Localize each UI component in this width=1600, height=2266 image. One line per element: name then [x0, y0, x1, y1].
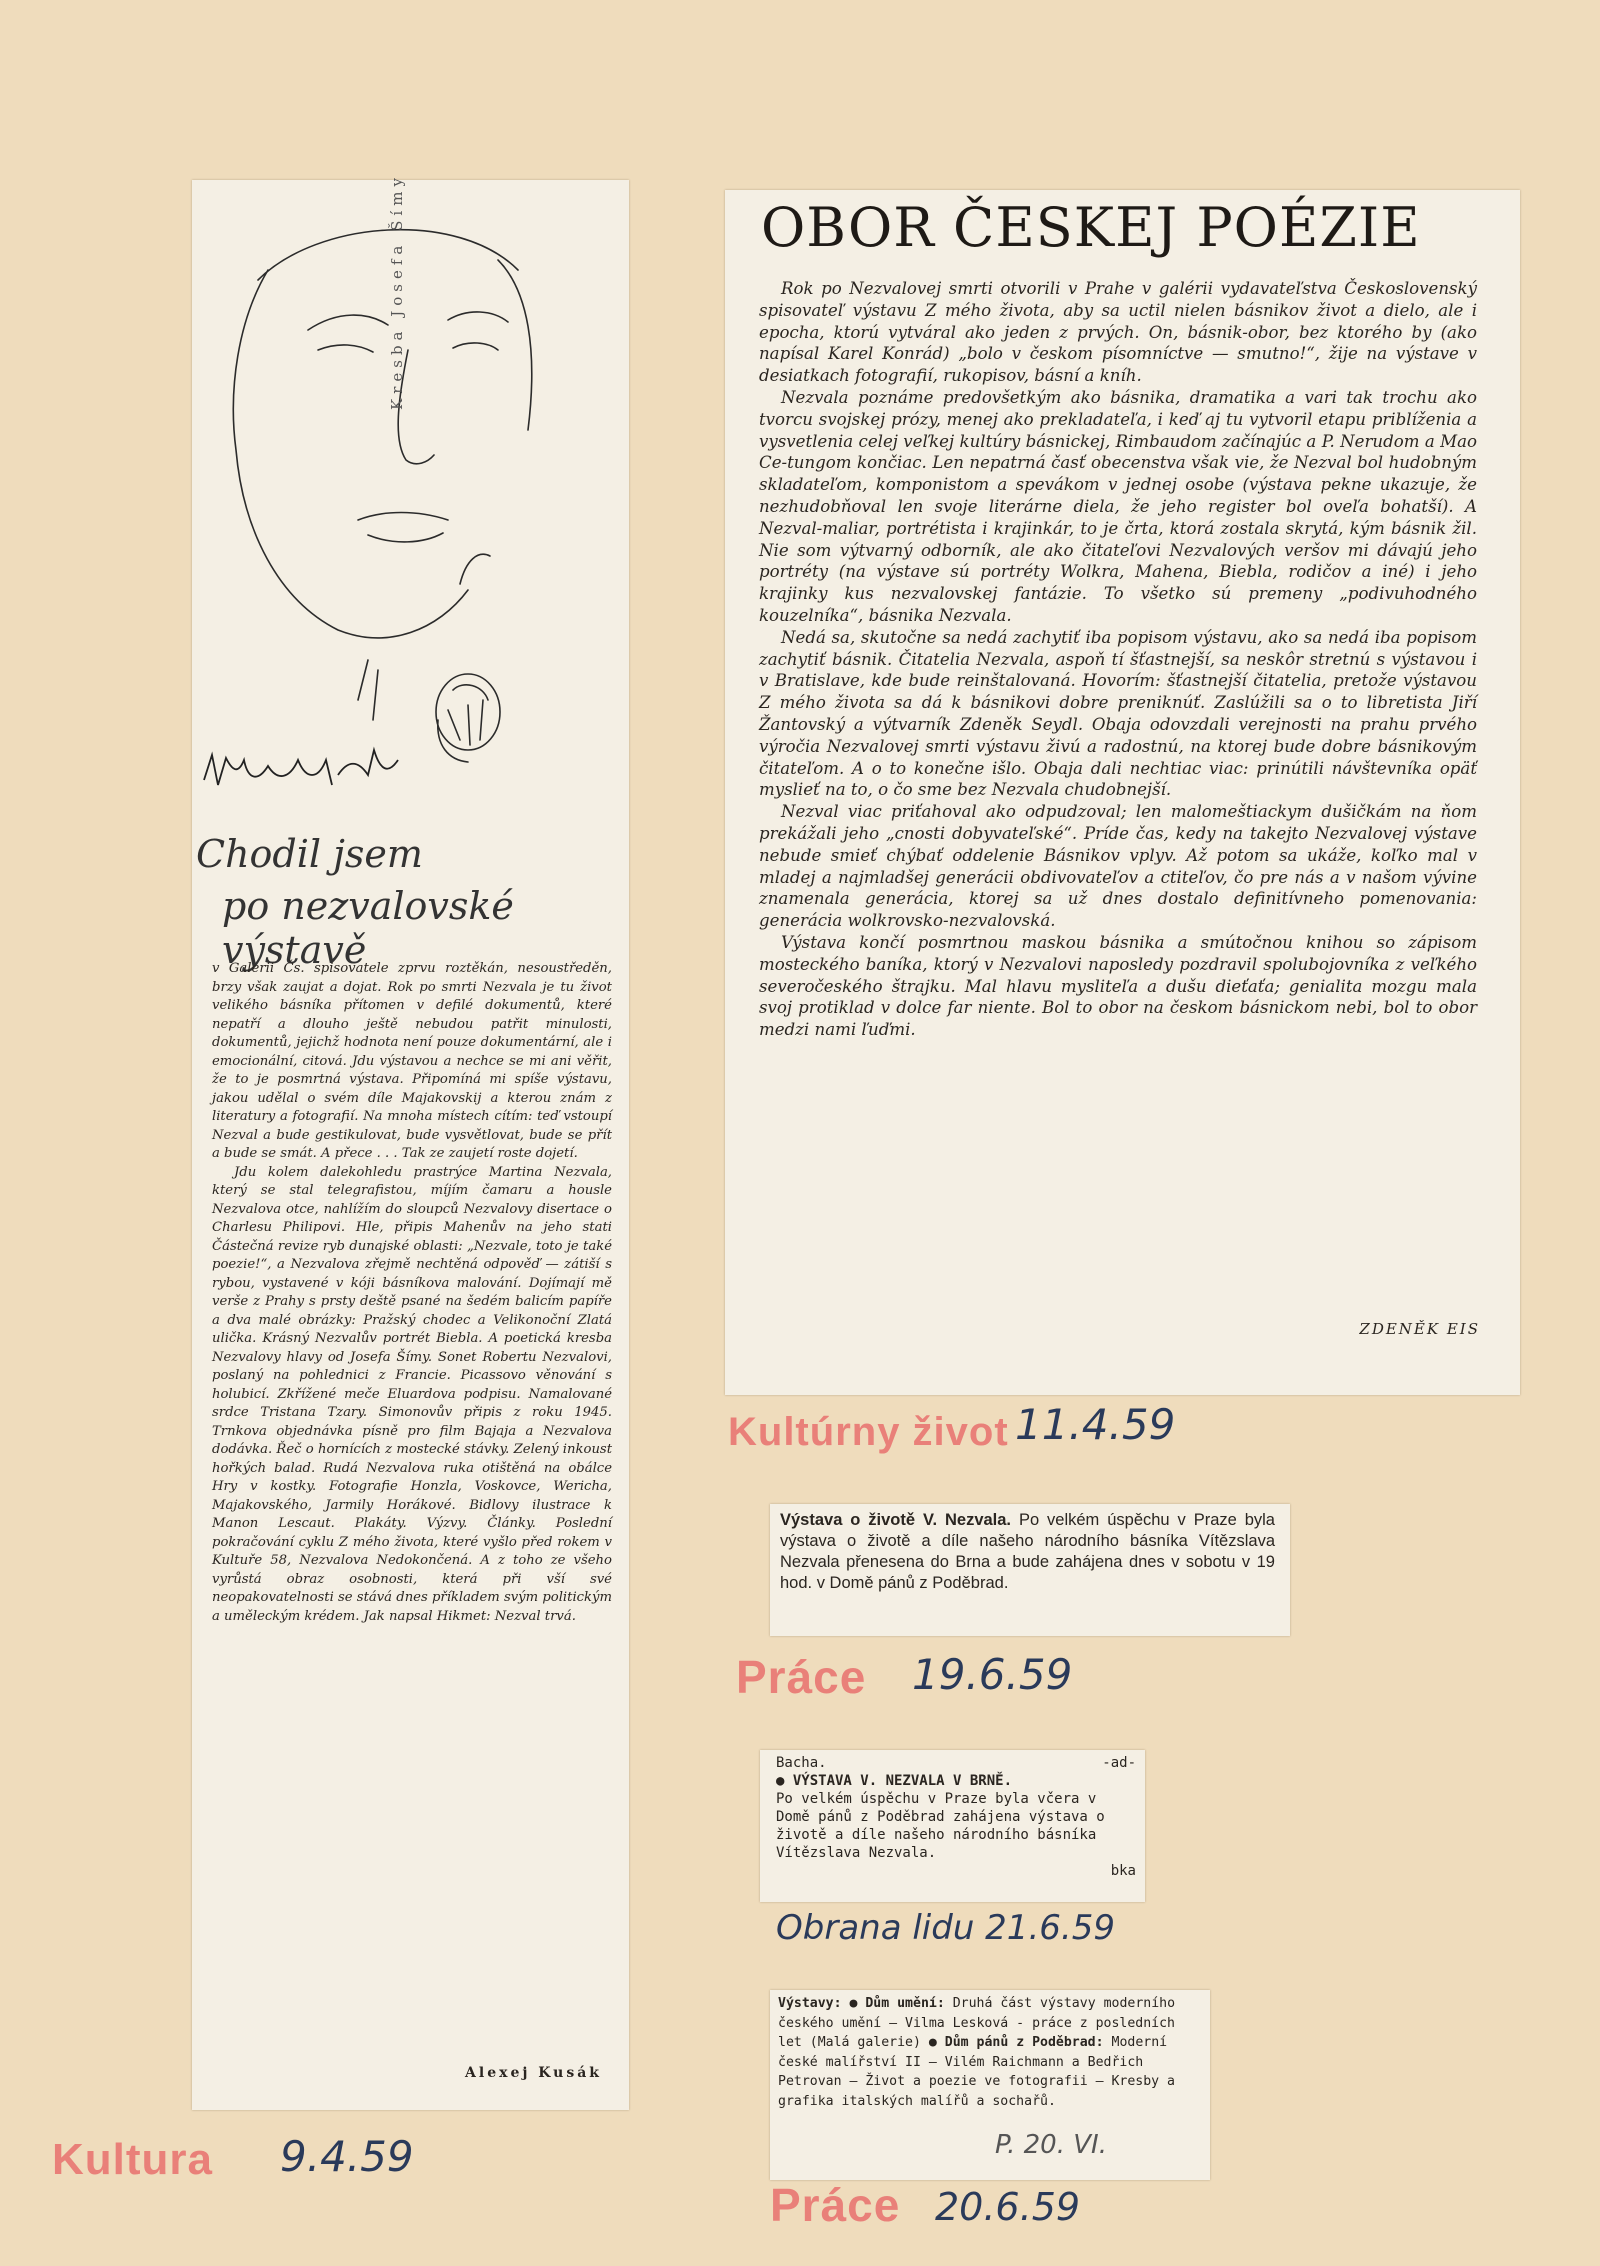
left-article-author: Alexej Kusák: [465, 2065, 602, 2081]
right-paragraph-1: Rok po Nezvalovej smrti otvorili v Prahe v galérii vydavateľstva Československý spisovateľ výstavu Z mého života, aby sa uctil nielen básnikov život a dielo, ale i epocha, ktorú vytváral ako jeden z prvých. On, básnik-obor, bez ktorého by (ako napísal Karel Konrád) „bolo v českom písomníctve — smutno!“, žije na výstave v desiatkach fotografií, rukopisov, básní a kníh.: [759, 279, 1477, 386]
notice-3-label: Výstavy:: [778, 1996, 842, 2011]
prace-date-2: 20.6.59: [935, 2185, 1081, 2229]
left-article-clipping: [192, 173, 629, 2110]
notice-2-text: Po velkém úspěchu v Praze byla včera v Domě pánů z Poděbrad zahájena výstava o životě a díle našeho národního básníka Vítězslava Nezvala.: [776, 1791, 1105, 1861]
right-paragraph-5: Výstava končí posmrtnou maskou básnika a smútočnou knihou so zápisom mosteckého baníka, ktorý v Nezvalovi naposledy pozdravil spolubojovníka z veľkého severočeského štrajku. Mal hlavu mysliteľa a dušu dieťaťa; genialita mozgu mala svoj protiklad v dolce far niente. Bol to obor na českom básnickom nebi, bol to obor medzi nami ľuďmi.: [759, 932, 1477, 1040]
left-article-title: [192, 832, 629, 972]
right-article-title: OBOR ČESKEJ POÉZIE: [761, 196, 1421, 259]
right-article-author: ZDENĚK EIS: [1359, 1320, 1480, 1338]
notice-2-lead: Bacha.: [776, 1755, 827, 1771]
kulturny-zivot-stamp: Kultúrny život: [728, 1410, 1009, 1454]
notice-3-handwritten-note: P. 20. VI.: [995, 2130, 1107, 2160]
right-article-body: [759, 278, 1477, 1041]
notice-brno-exhibition: [770, 1504, 1290, 1636]
notice-3-item-1-text: Druhá část výstavy moderního českého umění — Vilma Lesková - práce z posledních let (Malá galerie): [778, 1996, 1176, 2050]
notice-2-headline: ● VÝSTAVA V. NEZVALA V BRNĚ.: [776, 1773, 1013, 1789]
right-paragraph-3: Nedá sa, skutočne sa nedá zachytiť iba popisom výstavu, ako sa nedá iba popisom zachytiť básnik. Čitatelia Nezvala, aspoň tí šťastnejší, sa neskôr stretnú s výstavou i v Bratislave, kde bude reinštalovaná. Hovorím: šťastnejší čitatelia, pretože výstavou Z mého života sa dá k básnikovi dobre preniknúť. Zaslúžili sa o to libretista Jiří Žantovský a výtvarník Zdeněk Seydl. Obaja odovzdali verejnosti na prahu prvého výročia Nezvalovej smrti výstavu živú a radostnú, na ktorej bude dobre básnikovým čitateľom. A o to konečne išlo. Obaja dali nechtiac viac: prinútili návštevníka opäť myslieť na to, o čo sme bez Nezvala chudobnejší.: [759, 627, 1477, 800]
left-article-body: [212, 960, 612, 1626]
right-article-clipping: [725, 190, 1520, 1395]
notice-3-item-2-text: Moderní české malířství II — Vilém Raichmann a Bedřich Petrovan — Život a poezie ve fotografii — Kresby a grafika italských malířů a sochařů.: [778, 2035, 1175, 2109]
prace-stamp-1: Práce: [736, 1651, 867, 1703]
prace-stamp-2: Práce: [770, 2179, 901, 2231]
notice-2-tail: bka: [1110, 1863, 1136, 1879]
kulturny-zivot-date: 11.4.59: [1015, 1400, 1176, 1449]
notice-3-item-1-name: ● Dům umění:: [849, 1996, 945, 2011]
left-title-line-2: po nezvalovské výstavě: [222, 884, 514, 972]
notice-vystavy-listing: [770, 1990, 1210, 2180]
notice-1-headline: Výstava o životě V. Nezvala.: [780, 1511, 1012, 1529]
right-paragraph-2: Nezvala poznáme predovšetkým ako básnika, dramatika a vari tak trochu ako tvorcu svojskej prózy, menej ako prekladateľa, i keď aj tu vytvoril etapu priblíženia a vysvetlenia celej veľkej kultúry básnickej, Rimbaudom začínajúc a P. Nerudom a Mao Ce-tungom končiac. Len nepatrná časť obecenstva však vie, že Nezval bol hudobným skladateľom, komponistom a spevákom v jednej osobe (výstava pekne ukazuje, že nezhudobňoval len svoje literárne diela, že jeho register bol oveľa bohatší). A Nezval-maliar, portrétista i krajinkár, to je črta, ktorá zostala skrytá, kým básnik žil. Nie som výtvarný odborník, ale ako čitateľovi Nezvalových veršov mi dávajú jeho portréty (na výstave sú portréty Wolkra, Mahena, Biebla, rodičov a iné) i jeho krajinky kus nezvalovskej fantázie. To všetko sú premeny „podivuhodného kouzelníka“, básnika Nezvala.: [759, 387, 1477, 625]
obrana-lidu-handwritten: Obrana lidu 21.6.59: [776, 1908, 1115, 1948]
nezval-portrait-sketch: [198, 200, 618, 800]
kultura-date: 9.4.59: [280, 2132, 414, 2181]
left-paragraph-2: Jdu kolem dalekohledu prastrýce Martina Nezvala, který se stal telegrafistou, míjím čamaru a housle Nezvalova otce, nahlížím do sloupců Nezvalovy disertace o Charlesu Philipovi. Hle, připis Mahenův na jeho stati Částečná revize ryb dunajské oblasti: „Nezvale, toto je také poezie!“, a Nezvalova zřejmě nechtěná odpověď — zátiší s rybou, vystavené v kóji básníkova malování. Dojímají mě verše z Prahy s prsty deště psané na šedém balicím papíře a dva malé obrázky: Pražský chodec a Velikonoční Zlatá ulička. Krásný Nezvalův portrét Biebla. A poetická kresba Nezvalovy hlavy od Josefa Šímy. Sonet Robertu Nezvalovi, poslaný na pohlednici z Francie. Picassovo věnování s holubicí. Zkřížené meče Eluardova podpisu. Namalované srdce Tristana Tzary. Simonovův připis z roku 1945. Trnkova objednávka písně pro film Bajaja a Nezvalova dodávka. Řeč o hornících z mostecké stávky. Zelený inkoust hořkých balad. Rudá Nezvalova ruka otištěná na obálce Hry v kostky. Fotografie Honzla, Voskovce, Wericha, Majakovského, Jarmily Horákové. Bidlovy ilustrace k Manon Lescaut. Plakáty. Výzvy. Články. Poslední pokračování cyklu Z mého života, které vyšlo před rokem v Kultuře 58, Nezvalova Nedokončená. A z toho ze všeho vyrůstá obraz osobnosti, která při vší své neopakovatelnosti se stává dnes příkladem svým politickým a uměleckým krédem. Jak napsal Hikmet: Nezval trvá.: [212, 1164, 612, 1624]
right-paragraph-4: Nezval viac priťahoval ako odpudzoval; len malomeštiackym dušičkám na ňom prekážali jeho „cnosti dobyvateľské“. Príde čas, kedy na takejto Nezvalovej výstave nebude smieť chýbať oddelenie Básnikov vplyv. Až potom sa ukáže, koľko mal v mladej a najmladšej generácii obdivovateľov a ctiteľov, čo pre nás a v našom vývine znamenala generácia, ktorej sa už dnes dostalo definitívneho pomenovania: generácia wolkrovsko-nezvalovská.: [759, 802, 1477, 931]
left-title-line-1: Chodil jsem: [196, 832, 423, 876]
notice-3-item-2-name: ● Dům pánů z Poděbrad:: [928, 2035, 1104, 2050]
notice-2-lead-right: -ad-: [1102, 1755, 1136, 1771]
signature-scribble: [204, 750, 398, 785]
prace-date-1: 19.6.59: [912, 1650, 1073, 1699]
sketch-credit: Kresba Josefa Šímy: [388, 173, 406, 410]
notice-vystava-v-brne: [760, 1750, 1145, 1902]
notice-1-text: Po velkém úspěchu v Praze byla výstava o životě a díle našeho národního básníka Vítězslava Nezvala přenesena do Brna a bude zahájena dnes v sobotu v 19 hod. v Domě pánů z Poděbrad.: [780, 1511, 1275, 1592]
kultura-stamp: Kultura: [52, 2135, 213, 2184]
left-paragraph-1: v Galerii Čs. spisovatele zprvu roztěkán, nesoustředěn, brzy však zaujat a dojat. Rok po smrti Nezvala je tu život velikého básníka přítomen v defilé dokumentů, které nepatří a dlouho ještě nebudou patřit minulosti, dokumentů, jejichž hodnota není pouze dokumentární, ale i emocionální, citová. Jdu výstavou a nechce se mi ani věřit, že to je posmrtná výstava. Připomíná mi spíše výstavu, jakou udělal o svém díle Majakovskij a kterou znám z literatury a fotografií. Na mnoha místech cítím: teď vstoupí Nezval a bude gestikulovat, bude vysvětlovat, bude se přít a bude se smát. A přece . . . Tak ze zaujetí roste dojetí.: [212, 961, 612, 1161]
